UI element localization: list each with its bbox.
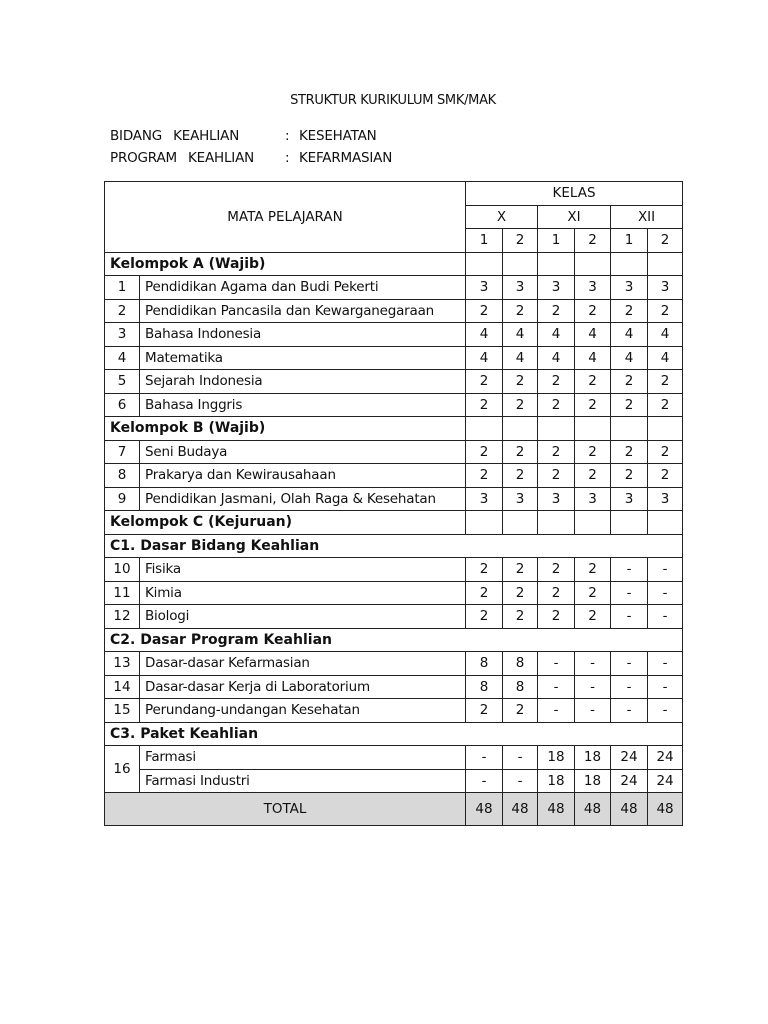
hours-cell: - xyxy=(648,699,683,723)
hours-cell: 4 xyxy=(466,346,503,370)
row-number: 3 xyxy=(105,323,140,347)
subject-name: Matematika xyxy=(140,346,466,370)
hours-cell: 3 xyxy=(503,487,538,511)
hours-cell: 2 xyxy=(575,393,611,417)
subject-name: Biologi xyxy=(140,605,466,629)
meta-label: PROGRAM KEAHLIAN xyxy=(110,150,255,166)
hours-cell: 2 xyxy=(575,558,611,582)
hours-cell: 4 xyxy=(611,323,648,347)
hours-cell: 24 xyxy=(611,769,648,793)
table-row xyxy=(105,581,683,605)
total-cell: 48 xyxy=(575,793,611,826)
hours-cell: 2 xyxy=(538,299,575,323)
row-number: 10 xyxy=(105,558,140,582)
group-label: C2. Dasar Program Keahlian xyxy=(105,628,683,652)
empty-cell xyxy=(575,252,611,276)
total-cell: 48 xyxy=(611,793,648,826)
table-row xyxy=(105,652,683,676)
grade-xi-header: XI xyxy=(538,205,611,229)
subject-header: MATA PELAJARAN xyxy=(105,182,466,253)
subject-name: Dasar-dasar Kerja di Laboratorium xyxy=(140,675,466,699)
subject-name: Pendidikan Agama dan Budi Pekerti xyxy=(140,276,466,300)
hours-cell: 2 xyxy=(611,370,648,394)
empty-cell xyxy=(466,417,503,441)
hours-cell: 2 xyxy=(538,464,575,488)
hours-cell: 2 xyxy=(466,370,503,394)
row-number: 13 xyxy=(105,652,140,676)
hours-cell: 2 xyxy=(611,440,648,464)
meta-bidang: BIDANG KEAHLIAN : KESEHATAN xyxy=(110,128,377,144)
hours-cell: 4 xyxy=(575,323,611,347)
subject-name: Farmasi xyxy=(140,746,466,770)
hours-cell: 4 xyxy=(575,346,611,370)
subject-name: Farmasi Industri xyxy=(140,769,466,793)
empty-cell xyxy=(466,511,503,535)
hours-cell: 2 xyxy=(466,699,503,723)
hours-cell: 8 xyxy=(503,675,538,699)
table-row xyxy=(105,276,683,300)
hours-cell: 18 xyxy=(538,746,575,770)
row-number: 5 xyxy=(105,370,140,394)
hours-cell: 2 xyxy=(611,393,648,417)
empty-cell xyxy=(503,417,538,441)
hours-cell: - xyxy=(648,581,683,605)
hours-cell: 4 xyxy=(648,346,683,370)
hours-cell: 2 xyxy=(575,299,611,323)
group-label: Kelompok C (Kejuruan) xyxy=(105,511,466,535)
hours-cell: 8 xyxy=(466,675,503,699)
group-row xyxy=(105,628,683,652)
hours-cell: 2 xyxy=(466,558,503,582)
total-row xyxy=(105,793,683,826)
group-row xyxy=(105,534,683,558)
hours-cell: - xyxy=(648,605,683,629)
hours-cell: - xyxy=(466,769,503,793)
semester-header: 1 xyxy=(466,229,503,253)
hours-cell: - xyxy=(611,675,648,699)
hours-cell: 2 xyxy=(503,558,538,582)
hours-cell: 2 xyxy=(503,299,538,323)
row-number: 2 xyxy=(105,299,140,323)
empty-cell xyxy=(575,417,611,441)
subject-name: Bahasa Indonesia xyxy=(140,323,466,347)
table-row xyxy=(105,769,683,793)
grade-x-header: X xyxy=(466,205,538,229)
hours-cell: 3 xyxy=(648,487,683,511)
row-number: 7 xyxy=(105,440,140,464)
row-number: 1 xyxy=(105,276,140,300)
subject-name: Bahasa Inggris xyxy=(140,393,466,417)
hours-cell: 2 xyxy=(538,605,575,629)
hours-cell: 3 xyxy=(538,276,575,300)
table-row xyxy=(105,393,683,417)
total-cell: 48 xyxy=(503,793,538,826)
hours-cell: 2 xyxy=(503,393,538,417)
table-row xyxy=(105,487,683,511)
hours-cell: 3 xyxy=(503,276,538,300)
header-row-1 xyxy=(105,182,683,206)
hours-cell: 4 xyxy=(648,323,683,347)
hours-cell: 2 xyxy=(575,581,611,605)
table-row xyxy=(105,605,683,629)
empty-cell xyxy=(575,511,611,535)
hours-cell: 2 xyxy=(466,605,503,629)
table-row xyxy=(105,440,683,464)
hours-cell: 8 xyxy=(466,652,503,676)
group-label: Kelompok B (Wajib) xyxy=(105,417,466,441)
hours-cell: 2 xyxy=(648,440,683,464)
subject-name: Kimia xyxy=(140,581,466,605)
hours-cell: 2 xyxy=(503,370,538,394)
group-label: Kelompok A (Wajib) xyxy=(105,252,466,276)
hours-cell: - xyxy=(648,652,683,676)
empty-cell xyxy=(538,511,575,535)
hours-cell: 3 xyxy=(466,487,503,511)
total-cell: 48 xyxy=(538,793,575,826)
group-label: C1. Dasar Bidang Keahlian xyxy=(105,534,683,558)
hours-cell: 3 xyxy=(575,276,611,300)
hours-cell: 2 xyxy=(503,581,538,605)
table-row xyxy=(105,346,683,370)
hours-cell: - xyxy=(538,699,575,723)
document-title: STRUKTUR KURIKULUM SMK/MAK xyxy=(290,93,496,108)
hours-cell: - xyxy=(503,746,538,770)
semester-header: 2 xyxy=(575,229,611,253)
total-cell: 48 xyxy=(466,793,503,826)
subject-name: Seni Budaya xyxy=(140,440,466,464)
hours-cell: - xyxy=(503,769,538,793)
hours-cell: - xyxy=(538,675,575,699)
subject-name: Prakarya dan Kewirausahaan xyxy=(140,464,466,488)
hours-cell: 2 xyxy=(466,440,503,464)
meta-value: KEFARMASIAN xyxy=(299,150,393,166)
semester-header: 2 xyxy=(503,229,538,253)
row-number: 4 xyxy=(105,346,140,370)
hours-cell: - xyxy=(538,652,575,676)
hours-cell: 18 xyxy=(538,769,575,793)
hours-cell: 24 xyxy=(611,746,648,770)
row-number: 8 xyxy=(105,464,140,488)
hours-cell: 2 xyxy=(575,464,611,488)
total-label: TOTAL xyxy=(105,793,466,826)
hours-cell: 2 xyxy=(466,581,503,605)
meta-value: KESEHATAN xyxy=(299,128,377,144)
curriculum-table xyxy=(104,181,683,826)
empty-cell xyxy=(538,417,575,441)
group-row xyxy=(105,417,683,441)
hours-cell: 4 xyxy=(611,346,648,370)
table-row xyxy=(105,370,683,394)
hours-cell: - xyxy=(466,746,503,770)
hours-cell: 2 xyxy=(648,393,683,417)
hours-cell: 3 xyxy=(575,487,611,511)
hours-cell: - xyxy=(575,652,611,676)
table-row xyxy=(105,699,683,723)
table-row xyxy=(105,558,683,582)
hours-cell: - xyxy=(575,675,611,699)
hours-cell: 24 xyxy=(648,769,683,793)
table-row xyxy=(105,323,683,347)
semester-header: 1 xyxy=(538,229,575,253)
hours-cell: 2 xyxy=(538,581,575,605)
hours-cell: 2 xyxy=(538,370,575,394)
group-row xyxy=(105,511,683,535)
table-row xyxy=(105,299,683,323)
hours-cell: 4 xyxy=(538,346,575,370)
hours-cell: - xyxy=(611,581,648,605)
group-row xyxy=(105,252,683,276)
hours-cell: 2 xyxy=(575,440,611,464)
hours-cell: 2 xyxy=(611,299,648,323)
empty-cell xyxy=(648,252,683,276)
hours-cell: 18 xyxy=(575,769,611,793)
hours-cell: 2 xyxy=(466,464,503,488)
hours-cell: 2 xyxy=(503,605,538,629)
table-row xyxy=(105,464,683,488)
row-number: 15 xyxy=(105,699,140,723)
hours-cell: 2 xyxy=(503,699,538,723)
empty-cell xyxy=(503,511,538,535)
hours-cell: 4 xyxy=(503,346,538,370)
row-number: 6 xyxy=(105,393,140,417)
hours-cell: - xyxy=(611,558,648,582)
hours-cell: 4 xyxy=(466,323,503,347)
hours-cell: 2 xyxy=(538,558,575,582)
hours-cell: 2 xyxy=(648,464,683,488)
hours-cell: 2 xyxy=(503,464,538,488)
subject-name: Fisika xyxy=(140,558,466,582)
hours-cell: - xyxy=(611,652,648,676)
table-row xyxy=(105,675,683,699)
hours-cell: 24 xyxy=(648,746,683,770)
semester-header: 1 xyxy=(611,229,648,253)
empty-cell xyxy=(611,511,648,535)
row-number: 16 xyxy=(105,746,140,793)
hours-cell: - xyxy=(648,675,683,699)
hours-cell: 2 xyxy=(575,370,611,394)
hours-cell: - xyxy=(575,699,611,723)
hours-cell: 2 xyxy=(466,299,503,323)
hours-cell: 2 xyxy=(466,393,503,417)
hours-cell: 4 xyxy=(538,323,575,347)
hours-cell: - xyxy=(611,605,648,629)
row-number: 11 xyxy=(105,581,140,605)
hours-cell: 18 xyxy=(575,746,611,770)
meta-program: PROGRAM KEAHLIAN : KEFARMASIAN xyxy=(110,150,393,166)
kelas-header: KELAS xyxy=(466,182,683,206)
empty-cell xyxy=(503,252,538,276)
hours-cell: - xyxy=(648,558,683,582)
row-number: 9 xyxy=(105,487,140,511)
subject-name: Sejarah Indonesia xyxy=(140,370,466,394)
semester-header: 2 xyxy=(648,229,683,253)
meta-label: BIDANG KEAHLIAN xyxy=(110,128,240,144)
empty-cell xyxy=(538,252,575,276)
empty-cell xyxy=(648,511,683,535)
row-number: 12 xyxy=(105,605,140,629)
table-row xyxy=(105,746,683,770)
hours-cell: 2 xyxy=(611,464,648,488)
subject-name: Perundang-undangan Kesehatan xyxy=(140,699,466,723)
subject-name: Pendidikan Pancasila dan Kewarganegaraan xyxy=(140,299,466,323)
hours-cell: 2 xyxy=(503,440,538,464)
empty-cell xyxy=(466,252,503,276)
grade-xii-header: XII xyxy=(611,205,683,229)
empty-cell xyxy=(648,417,683,441)
group-row xyxy=(105,722,683,746)
hours-cell: 3 xyxy=(648,276,683,300)
subject-name: Dasar-dasar Kefarmasian xyxy=(140,652,466,676)
empty-cell xyxy=(611,252,648,276)
hours-cell: 3 xyxy=(611,276,648,300)
hours-cell: 3 xyxy=(466,276,503,300)
total-cell: 48 xyxy=(648,793,683,826)
hours-cell: 2 xyxy=(538,393,575,417)
row-number: 14 xyxy=(105,675,140,699)
hours-cell: 2 xyxy=(575,605,611,629)
hours-cell: 4 xyxy=(503,323,538,347)
subject-name: Pendidikan Jasmani, Olah Raga & Kesehatan xyxy=(140,487,466,511)
hours-cell: 2 xyxy=(648,299,683,323)
hours-cell: 3 xyxy=(611,487,648,511)
hours-cell: 3 xyxy=(538,487,575,511)
group-label: C3. Paket Keahlian xyxy=(105,722,683,746)
hours-cell: 2 xyxy=(538,440,575,464)
hours-cell: 2 xyxy=(648,370,683,394)
hours-cell: - xyxy=(611,699,648,723)
empty-cell xyxy=(611,417,648,441)
hours-cell: 8 xyxy=(503,652,538,676)
